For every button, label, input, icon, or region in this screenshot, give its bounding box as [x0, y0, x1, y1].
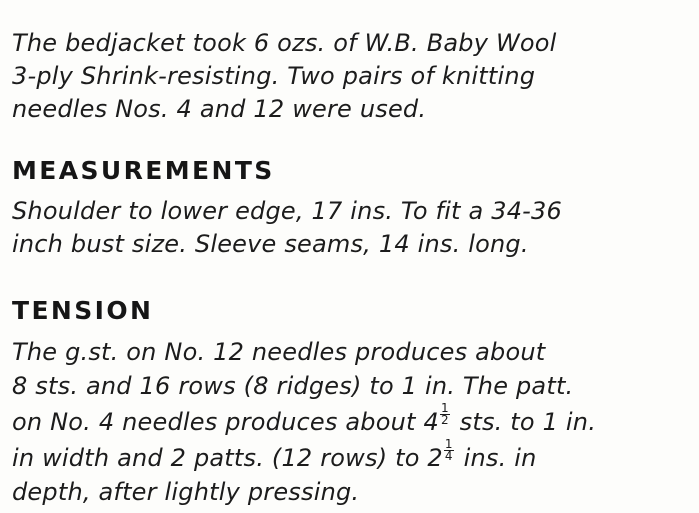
tension-line-text: sts. to 1 in.: [459, 408, 597, 436]
tension-heading: TENSION: [12, 296, 154, 325]
intro-line: The bedjacket took 6 ozs. of W.B. Baby Wool: [12, 29, 557, 57]
tension-line: [12, 439, 692, 475]
tension-line-text: ins. in: [463, 444, 537, 472]
fraction-denominator: 4: [444, 449, 453, 463]
tension-line: [12, 403, 692, 439]
tension-line: 8 sts. and 16 rows (8 ridges) to 1 in. The patt.: [12, 372, 574, 400]
measurements-paragraph: [12, 195, 692, 261]
fraction-half: [440, 403, 450, 426]
measurements-line: Shoulder to lower edge, 17 ins. To fit a 34-36: [12, 197, 562, 225]
tension-line: The g.st. on No. 12 needles produces about: [12, 338, 546, 366]
measurements-heading: MEASUREMENTS: [12, 156, 275, 185]
fraction-numerator: 1: [444, 437, 453, 451]
intro-paragraph: [12, 27, 692, 126]
fraction-quarter: [444, 439, 454, 462]
fraction-numerator: 1: [440, 401, 449, 415]
tension-line-text: in width and 2 patts. (12 rows) to 2: [12, 444, 443, 472]
tension-line-text: on No. 4 needles produces about 4: [12, 408, 439, 436]
tension-paragraph: [12, 335, 692, 509]
measurements-line: inch bust size. Sleeve seams, 14 ins. long.: [12, 230, 529, 258]
fraction-denominator: 2: [440, 413, 449, 427]
tension-line: depth, after lightly pressing.: [12, 478, 360, 506]
intro-line: needles Nos. 4 and 12 were used.: [12, 95, 427, 123]
intro-line: 3-ply Shrink-resisting. Two pairs of knitting: [12, 62, 536, 90]
